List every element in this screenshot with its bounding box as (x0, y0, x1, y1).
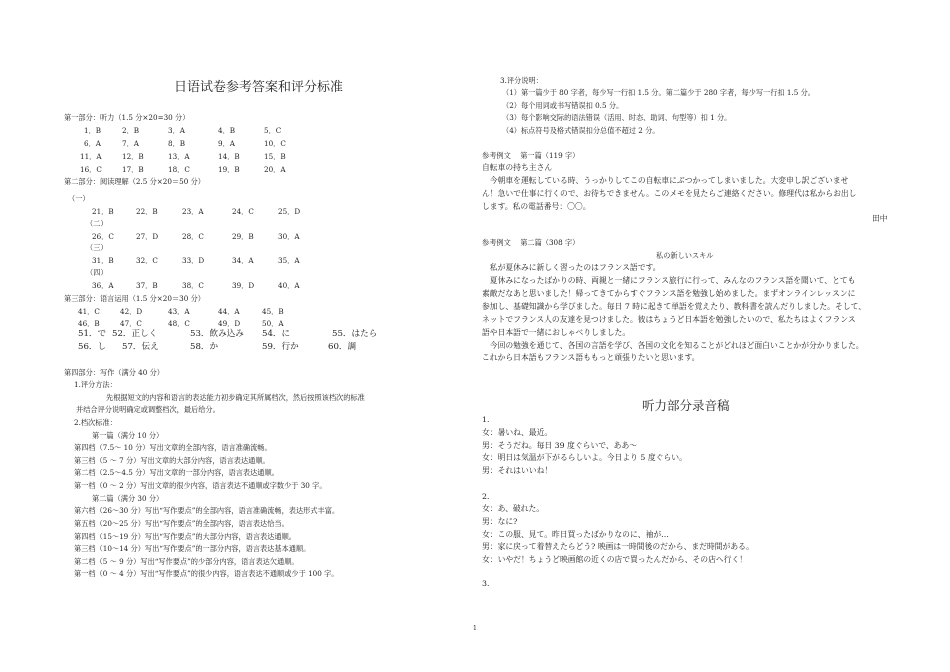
part1-heading: 第一部分：听力（1.5 分×20=30 分） (64, 113, 190, 122)
dialogue-line: 女：この服、見て。昨日買ったばかりなのに、袖が… (482, 530, 669, 539)
answer-item: 23．A (182, 207, 204, 216)
answer-item: 55．はたら (332, 329, 378, 339)
dialogue-line: 男：家に戻って着替えたらどう? 映画は一時間後のだから、まだ時間がある。 (482, 542, 754, 551)
answer-item: 15．B (264, 152, 286, 161)
answer-item: 33．D (182, 256, 205, 265)
sample1-signature: 田中 (872, 214, 888, 223)
grade-line: 第二档（2.5～4.5 分）写出文章的一部分内容，语言表达通顺。 (74, 468, 279, 477)
answer-item: 49．D (218, 319, 241, 328)
grade-line: 第三档（10～14 分）写出“写作要点”的一部分内容，语言表达基本通顺。 (74, 544, 311, 553)
section-label: （二） (86, 219, 108, 228)
answer-item: 42．D (120, 307, 143, 316)
essay-heading: 第二篇（满分 30 分） (92, 494, 164, 503)
answer-item: 59．行か (262, 342, 299, 352)
answer-item: 9．A (218, 139, 235, 148)
eval-note: （3）每个影响交际的语法错误（活用、时态、助词、句型等）扣 1 分。 (502, 113, 732, 122)
answer-item: 46．B (78, 319, 100, 328)
dialogue-line: 男：そうだね。毎日 39 度ぐらいで、ああ～ (482, 441, 638, 450)
eval-notes-heading: 3.评分说明： (500, 76, 543, 85)
sample2-line: 素敵だなあと思いました！帰ってきてからすぐフランス語を勉強し始めました。まずオンラインレッスンに (482, 289, 856, 298)
answer-item: 4．B (218, 126, 236, 135)
sample1-line: します。私の電話番号：〇〇。 (482, 202, 591, 211)
answer-item: 25．D (278, 207, 301, 216)
page-title: 日语试卷参考答案和评分标准 (174, 80, 344, 95)
grade-line: 第三档（5 ～ 7 分）写出文章的大部分内容，语言表达通顺。 (74, 456, 270, 465)
sample2-title: 私の新しいスキル (656, 251, 714, 260)
answer-item: 27．D (136, 232, 159, 241)
answer-item: 47．C (120, 319, 142, 328)
answer-item: 40．A (278, 281, 300, 290)
grade-standard: 2.档次标准： (74, 418, 117, 427)
eval-text: 先根据短文的内容和语言的表达能力初步确定其所属档次，然后按照该档次的标准 (106, 393, 365, 402)
eval-method: 1.评分方法： (74, 380, 117, 389)
answer-item: 11．A (80, 152, 102, 161)
grade-line: 第四档（15～19 分）写出“写作要点”的大部分内容，语言表达通顺。 (74, 532, 296, 541)
essay-heading: 第一篇（满分 10 分） (92, 431, 164, 440)
answer-item: 13．A (168, 152, 190, 161)
answer-item: 32．C (136, 256, 158, 265)
grade-line: 第二档（5 ～ 9 分）写出“写作要点”的少部分内容，语言表达欠通顺。 (74, 557, 299, 566)
section-label: （一） (68, 194, 90, 203)
answer-item: 29．B (232, 232, 254, 241)
part2-heading: 第二部分：阅读理解（2.5 分×20＝50 分） (64, 177, 205, 186)
answer-item: 31．B (92, 256, 114, 265)
eval-note: （4）标点符号及格式错误扣分总值不超过 2 分。 (502, 126, 660, 135)
sample2-line: これから日本語もフランス語ももっと頑張りたいと思います。 (482, 353, 700, 362)
sample1-line: 自転車の持ち主さん (482, 163, 553, 172)
answer-item: 7．A (122, 139, 139, 148)
answer-item: 50．A (262, 319, 284, 328)
answer-item: 34．A (232, 256, 254, 265)
answer-item: 45．B (262, 307, 284, 316)
answer-item: 39．D (232, 281, 255, 290)
page-number: 1 (473, 625, 477, 632)
answer-item: 12．B (122, 152, 144, 161)
answer-item: 8．B (168, 139, 186, 148)
answer-item: 44．A (218, 307, 240, 316)
answer-item: 22．B (136, 207, 158, 216)
answer-item: 3．A (168, 126, 185, 135)
answer-item: 56．し (78, 342, 107, 352)
eval-text: 并结合评分说明确定或调整档次，最后给分。 (76, 405, 220, 414)
answer-item: 10．C (264, 139, 286, 148)
answer-item: 17．B (122, 165, 144, 174)
section-label: （三） (86, 243, 108, 252)
answer-item: 43．A (168, 307, 190, 316)
answer-item: 28．C (182, 232, 204, 241)
answer-item: 57．伝え (122, 342, 159, 352)
sample2-line: 今回の勉強を通じて、各国の言語を学び、各国の文化を知ることがどれほど面白いことかが分かりました。 (482, 341, 864, 350)
answer-item: 38．C (182, 281, 204, 290)
dialogue-line: 男：それはいいね！ (482, 466, 553, 475)
sample2-line: 参加し、基礎知識から学びました。毎日 7 時に起きて単語を覚えたり、教科書を読んだりしました。そして、 (482, 302, 867, 311)
answer-item: 14．B (218, 152, 240, 161)
eval-note: （2）每个用词或书写错误扣 0.5 分。 (502, 101, 624, 110)
answer-item: 36．A (92, 281, 114, 290)
section-label: （四） (86, 268, 108, 277)
answer-item: 52．正しく (112, 329, 158, 339)
sample2-line: 夏休みになったばかりの時、両親と一緒にフランス旅行に行って、みんなのフランス語を聞いて、とても (482, 276, 856, 285)
question-number: 2． (482, 492, 495, 501)
answer-item: 6．A (84, 139, 101, 148)
answer-item: 37．B (136, 281, 158, 290)
answer-item: 2．B (122, 126, 140, 135)
dialogue-line: 女：明日は気温が下がるらしいよ。今日より 5 度ぐらい。 (482, 453, 687, 462)
answer-item: 26．C (92, 232, 114, 241)
answer-item: 35．A (278, 256, 300, 265)
answer-item: 60．調 (328, 342, 357, 352)
answer-item: 1．B (84, 126, 102, 135)
answer-item: 53．飲み込み (190, 329, 244, 339)
answer-item: 20．A (264, 165, 286, 174)
answer-item: 24．C (232, 207, 254, 216)
answer-item: 58．か (190, 342, 219, 352)
eval-note: （1）第一篇少于 80 字者，每少写一行扣 1.5 分。第二篇少于 280 字者，每少写一行扣 1.5 分。 (502, 88, 815, 97)
answer-item: 18．C (168, 165, 190, 174)
answer-item: 16．C (80, 165, 102, 174)
dialogue-line: 女：あ、破れた。 (482, 504, 545, 513)
question-number: 1． (482, 415, 495, 424)
answer-item: 48．C (168, 319, 190, 328)
grade-line: 第五档（20～25 分）写出“写作要点”的全部内容，语言表达恰当。 (74, 519, 289, 528)
answer-item: 21．B (92, 207, 114, 216)
sample2-line: ネットでフランス人の友達を見つけました。彼はちょうど日本語を勉強したいので、私たちはよくフランス (482, 315, 856, 324)
answer-item: 5．C (264, 126, 282, 135)
dialogue-line: 男：なに? (482, 517, 518, 526)
dialogue-line: 女：いやだ！ちょうど映画館の近くの店で買ったんだから、その店へ行く！ (482, 555, 748, 564)
dialogue-line: 女：暑いね、最近。 (482, 428, 553, 437)
grade-line: 第一档（0 ～ 4 分）写出“写作要点”的很少内容，语言表达不通顺或少于 100 字。 (74, 569, 339, 578)
sample2-heading: 参考例文 第二篇（308 字） (482, 238, 580, 247)
grade-line: 第一档（0 ～ 2 分）写出文章的很少内容，语言表达不通顺或字数少于 30 字。 (74, 481, 327, 490)
part4-heading: 第四部分：写作（满分 40 分） (64, 368, 164, 377)
answer-item: 30．A (278, 232, 300, 241)
sample2-line: 語や日本語で一緒におしゃべりしました。 (482, 328, 631, 337)
grade-line: 第六档（26～30 分）写出“写作要点”的全部内容，语言准确流畅，表达形式丰富。 (74, 506, 340, 515)
part3-heading: 第三部分：语言运用（1.5 分×20＝30 分） (64, 294, 205, 303)
sample1-heading: 参考例文 第一篇（119 字） (482, 151, 580, 160)
answer-item: 54．に (262, 329, 291, 339)
listening-title: 听力部分录音稿 (642, 398, 730, 413)
answer-item: 41．C (78, 307, 100, 316)
answer-item: 51．で (78, 329, 107, 339)
grade-line: 第四档（7.5～ 10 分）写出文章的全部内容，语言准确流畅。 (74, 443, 272, 452)
sample1-line: 今朝車を運転している時、うっかりしてこの自転車にぶつかってしまいました。大変申し訳ございませ (482, 176, 849, 185)
sample2-line: 私が夏休みに新しく習ったのはフランス語です。 (482, 263, 661, 272)
question-number: 3． (482, 579, 495, 588)
sample1-line: ん！急いで仕事に行くので、お待ちできません。このメモを見たらご連絡ください。修理代は私からお出し (482, 189, 857, 198)
answer-item: 19．B (218, 165, 240, 174)
